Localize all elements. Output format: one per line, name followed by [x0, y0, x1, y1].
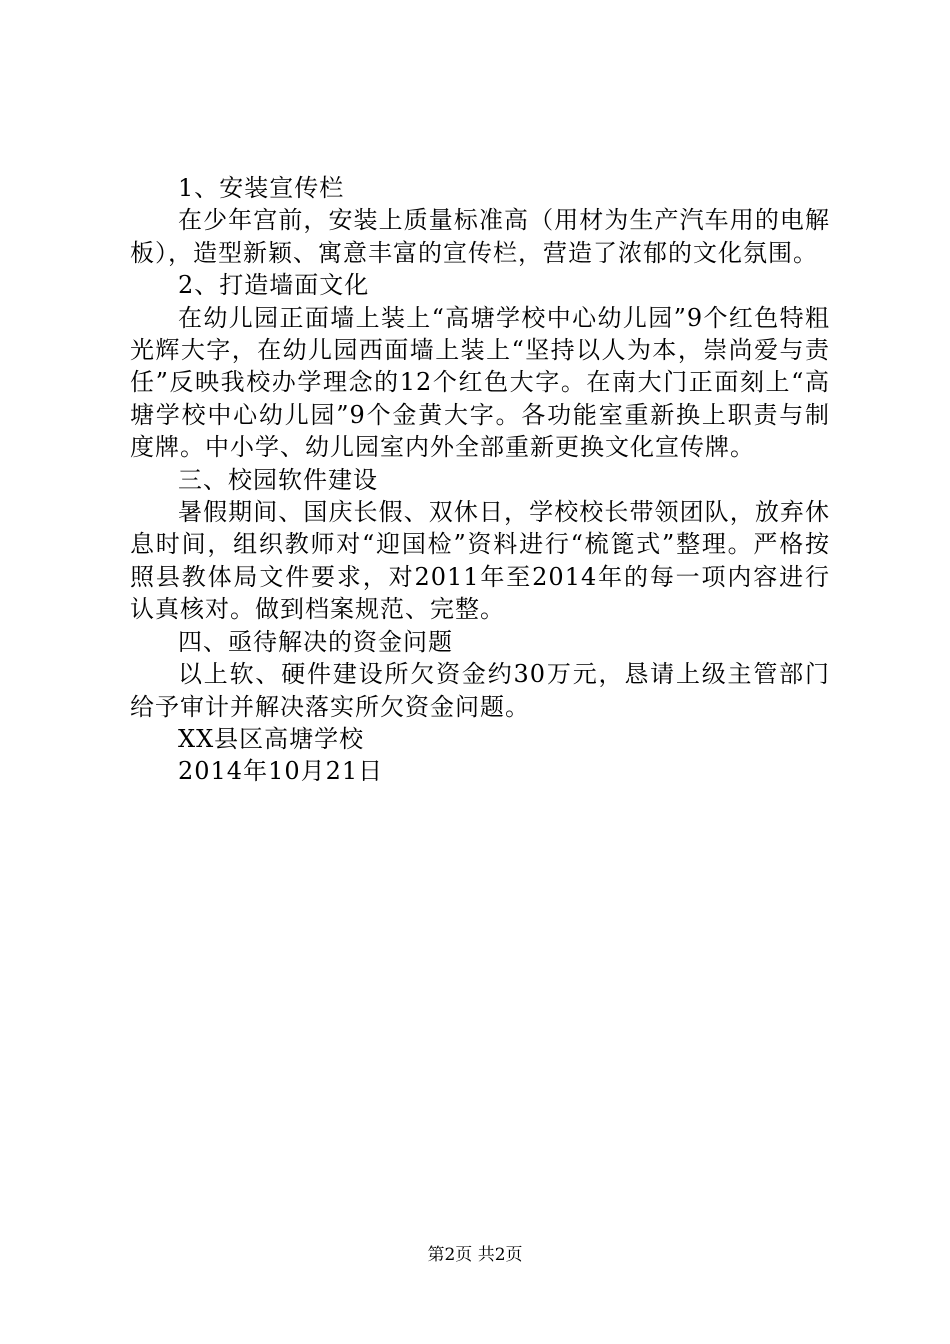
page-footer	[0, 1244, 950, 1266]
document-body	[130, 172, 830, 788]
signature-school-name: XX县区高塘学校	[178, 724, 365, 753]
paragraph-wall-culture: 在幼儿园正面墙上装上“高塘学校中心幼儿园”9个红色特粗光辉大字，在幼儿园西面墙上装上“坚持以人为本，崇尚爱与责任”反映我校办学理念的12个红色大字。在南大门正面刻上“高塘学校中心幼儿园”9个金黄大字。各功能室重新换上职责与制度牌。中小学、幼儿园室内外全部重新更换文化宣传牌。	[130, 303, 830, 462]
section-heading-install-bulletin: 1、安装宣传栏	[178, 174, 345, 202]
page-number: 第2页 共2页	[427, 1245, 523, 1265]
paragraph-software-construction: 暑假期间、国庆长假、双休日，学校校长带领团队，放弃休息时间，组织教师对“迎国检”资料进行“梳篦式”整理。严格按照县教体局文件要求，对2011年至2014年的每一项内容进行认真核对。做到档案规范、完整。	[130, 498, 830, 624]
section-heading-software-construction: 三、校园软件建设	[178, 465, 378, 494]
section-heading-funding-issues: 四、亟待解决的资金问题	[178, 627, 453, 656]
paragraph-bulletin-board: 在少年宫前，安装上质量标准高（用材为生产汽车用的电解板），造型新颖、寓意丰富的宣传栏，营造了浓郁的文化氛围。	[130, 206, 830, 267]
section-heading-wall-culture: 2、打造墙面文化	[178, 271, 370, 300]
paragraph-funding-issues: 以上软、硬件建设所欠资金约30万元，恳请上级主管部门给予审计并解决落实所欠资金问题。	[130, 660, 830, 721]
signature-date: 2014年10月21日	[178, 757, 384, 786]
